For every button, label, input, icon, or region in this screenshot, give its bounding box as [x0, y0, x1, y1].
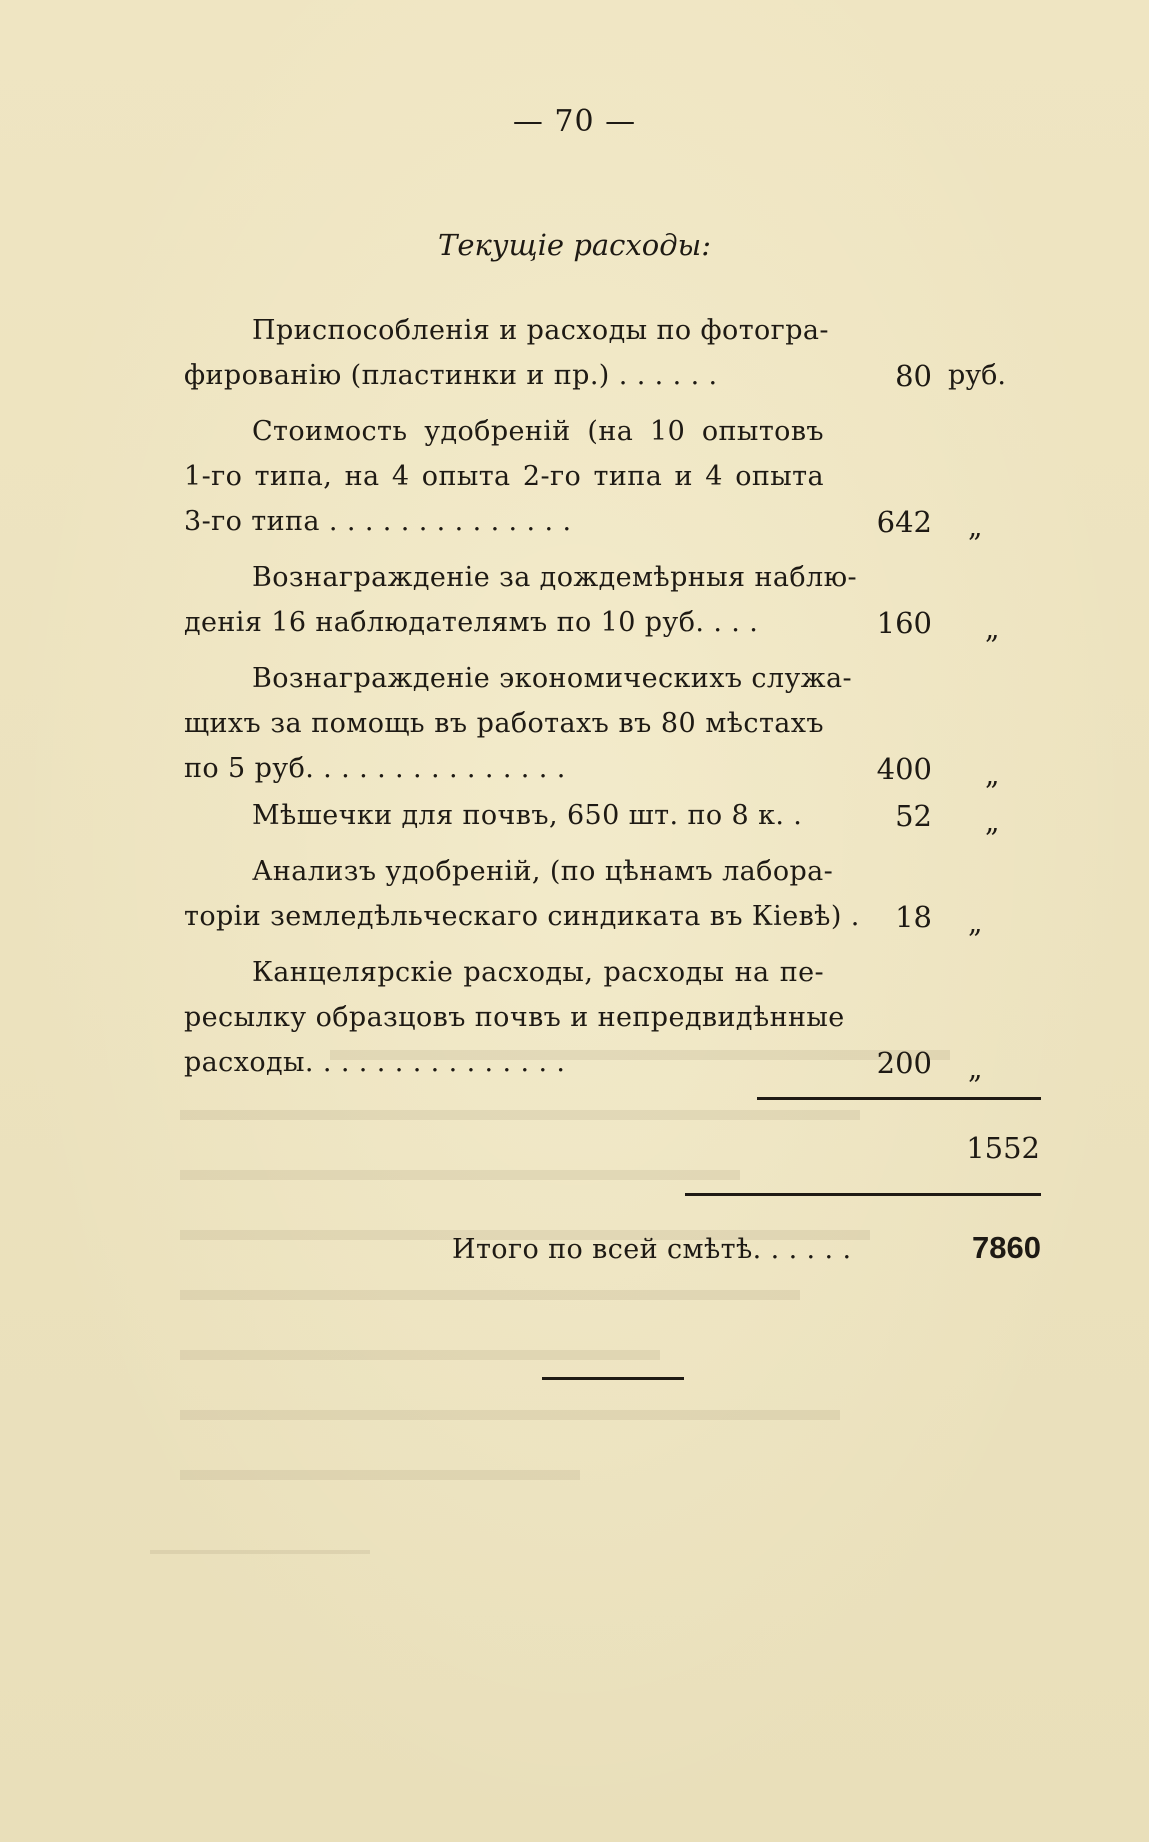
item-text-line: Вознагражденіе за дождемѣрныя наблю- [252, 562, 857, 593]
subtotal-rule [757, 1097, 1041, 1100]
item-amount: 52 [895, 799, 932, 833]
item-text-line: фированію (пластинки и пр.) . . . . . . [184, 360, 718, 391]
item-unit: „ [968, 906, 983, 939]
end-rule [542, 1377, 684, 1380]
item-text-line: торіи земледѣльческаго синдиката въ Кіевѣ) . [184, 901, 860, 932]
item-amount: 642 [876, 505, 932, 539]
grand-total: 7860 [972, 1230, 1041, 1265]
item-unit: „ [968, 1052, 983, 1085]
item-text-line: денія 16 наблюдателямъ по 10 руб. . . . [184, 607, 759, 638]
total-rule [685, 1193, 1041, 1196]
item-amount: 160 [876, 606, 932, 640]
item-unit: „ [968, 510, 983, 543]
page-number: — 70 — [512, 104, 637, 139]
item-text-line: Вознагражденіе экономическихъ служа- [252, 663, 853, 694]
item-unit: руб. [948, 360, 1007, 391]
item-text-line: по 5 руб. . . . . . . . . . . . . . . [184, 753, 566, 784]
item-unit: „ [985, 805, 1000, 838]
item-text-line: Канцелярскіе расходы, расходы на пе- [252, 957, 824, 988]
item-amount: 18 [895, 900, 932, 934]
item-text-line: расходы. . . . . . . . . . . . . . . [184, 1047, 566, 1078]
item-unit: „ [985, 612, 1000, 645]
item-text-line: 1-го типа, на 4 опыта 2-го типа и 4 опыта [184, 461, 824, 492]
subtotal-amount: 1552 [966, 1131, 1040, 1165]
item-unit: „ [985, 758, 1000, 791]
item-amount: 200 [876, 1046, 932, 1080]
item-text-line: щихъ за помощь въ работахъ въ 80 мѣстахъ [184, 708, 824, 739]
item-text-line: Анализъ удобреній, (по цѣнамъ лабора- [252, 856, 834, 887]
item-text-line: Мѣшечки для почвъ, 650 шт. по 8 к. . [252, 800, 803, 831]
item-amount: 400 [876, 752, 932, 786]
bleed-through-texture [150, 1050, 1010, 1750]
item-text-line: Приспособленія и расходы по фотогра- [252, 315, 829, 346]
item-amount: 80 [895, 359, 932, 393]
total-label: Итого по всей смѣтѣ. . . . . . [452, 1234, 852, 1265]
item-text-line: 3-го типа . . . . . . . . . . . . . . [184, 506, 572, 537]
item-text-line: ресылку образцовъ почвъ и непредвидѣнные [184, 1002, 845, 1033]
item-text-line: Стоимость удобреній (на 10 опытовъ [252, 416, 824, 447]
section-title: Текущіе расходы: [437, 228, 711, 262]
